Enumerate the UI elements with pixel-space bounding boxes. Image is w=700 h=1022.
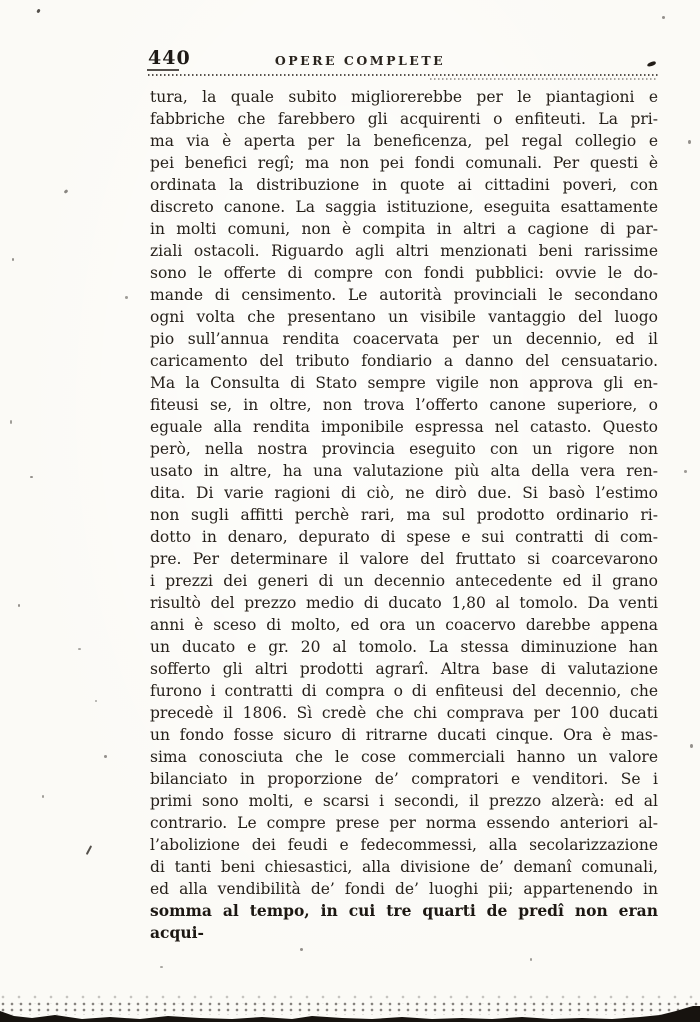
scan-speck (10, 420, 12, 424)
text-line: ordinata la distribuzione in quote ai cittadini poveri, con (150, 176, 658, 194)
scan-speck (64, 189, 69, 194)
page-number: 440 (148, 47, 191, 69)
text-line: un fondo fosse sicuro di ritrarne ducati cinque. Ora è mas- (150, 726, 658, 744)
text-line: in molti comuni, non è compita in altri a cagione di par- (150, 220, 658, 238)
text-line: sofferto gli altri prodotti agrarî. Altra base di valutazione (150, 660, 658, 678)
running-title: OPERE COMPLETE (274, 53, 446, 68)
scan-speck (688, 140, 691, 144)
text-line: bilanciato in proporzione de’ compratori e venditori. Se i (150, 770, 658, 788)
text-line: un ducato e gr. 20 al tomolo. La stessa diminuzione han (150, 638, 658, 656)
scan-speck (125, 296, 128, 299)
text-line: anni è sceso di molto, ed ora un coacervo darebbe appena (150, 616, 658, 634)
text-line: pio sull’annua rendita coacervata per un decennio, ed il (150, 330, 658, 348)
scan-speck (18, 604, 20, 607)
dotted-rule-echo (430, 78, 658, 80)
text-line: l’abolizione dei feudi e fedecommessi, alla secolarizzazione (150, 836, 658, 854)
text-line: eguale alla rendita imponibile espressa nel catasto. Questo (150, 418, 658, 436)
text-line: ziali ostacoli. Riguardo agli altri menzionati beni rarissime (150, 242, 658, 260)
page-number-underline (147, 69, 179, 71)
text-line: caricamento del tributo fondiario a danno del censuatario. (150, 352, 658, 370)
scan-speck (530, 958, 532, 961)
text-line: discreto canone. La saggia istituzione, eseguita esattamente (150, 198, 658, 216)
scan-speck (95, 700, 97, 702)
body-text (150, 86, 658, 942)
text-line: ed alla vendibilità de’ fondi de’ luoghi pii; appartenendo in (150, 880, 658, 898)
scan-speck (160, 966, 163, 968)
text-line: ogni volta che presentano un visibile vantaggio del luogo (150, 308, 658, 326)
scan-speck (78, 648, 81, 650)
text-line: mande di censimento. Le autorità provinciali le secondano (150, 286, 658, 304)
scan-speck (104, 755, 107, 758)
scan-speck (42, 795, 44, 798)
text-line: di tanti beni chiesastici, alla divisione de’ demanî comunali, (150, 858, 658, 876)
scan-speck (30, 476, 33, 478)
text-line: fiteusi se, in oltre, non trova l’offerto canone superiore, o (150, 396, 658, 414)
scan-speck (662, 16, 665, 19)
scan-scratch (86, 845, 92, 855)
scan-edge-speckles (0, 1001, 700, 1015)
text-line: pei benefici regî; ma non pei fondi comunali. Per questi è (150, 154, 658, 172)
text-line: risultò del prezzo medio di ducato 1,80 al tomolo. Da venti (150, 594, 658, 612)
text-line: dotto in denaro, depurato di spese e sui contratti di com- (150, 528, 658, 546)
text-line: fabbriche che farebbero gli acquirenti o enfiteuti. La pri- (150, 110, 658, 128)
scan-speck (12, 258, 14, 261)
text-line: usato in altre, ha una valutazione più alta della vera ren- (150, 462, 658, 480)
text-line: non sugli affitti perchè rari, ma sul prodotto ordinario ri- (150, 506, 658, 524)
text-line: i prezzi dei generi di un decennio antecedente ed il grano (150, 572, 658, 590)
dotted-rule (148, 74, 658, 76)
scan-speck (300, 948, 303, 951)
text-line: furono i contratti di compra o di enfiteusi del decennio, che (150, 682, 658, 700)
text-line: precedè il 1806. Sì credè che chi comprava per 100 ducati (150, 704, 658, 722)
text-line: sima conosciuta che le cose commerciali hanno un valore (150, 748, 658, 766)
scan-speck (690, 744, 693, 748)
scan-speck (684, 470, 687, 473)
text-line: tura, la quale subito migliorerebbe per le piantagioni e (150, 88, 658, 106)
text-line: sono le offerte di compre con fondi pubblici: ovvie le do- (150, 264, 658, 282)
text-line: contrario. Le compre prese per norma essendo anteriori al- (150, 814, 658, 832)
text-line: però, nella nostra provincia eseguito con un rigore non (150, 440, 658, 458)
text-line: primi sono molti, e scarsi i secondi, il prezzo alzerà: ed al (150, 792, 658, 810)
text-line: dita. Di varie ragioni di ciò, ne dirò due. Si basò l’estimo (150, 484, 658, 502)
text-line: Ma la Consulta di Stato sempre vigile non approva gli en- (150, 374, 658, 392)
scan-speck (36, 9, 41, 14)
text-line: somma al tempo, in cui tre quarti de predî non eran acqui- (150, 901, 658, 942)
text-line: pre. Per determinare il valore del fruttato si coarcevarono (150, 550, 658, 568)
text-line: ma via è aperta per la beneficenza, pel regal collegio e (150, 132, 658, 150)
